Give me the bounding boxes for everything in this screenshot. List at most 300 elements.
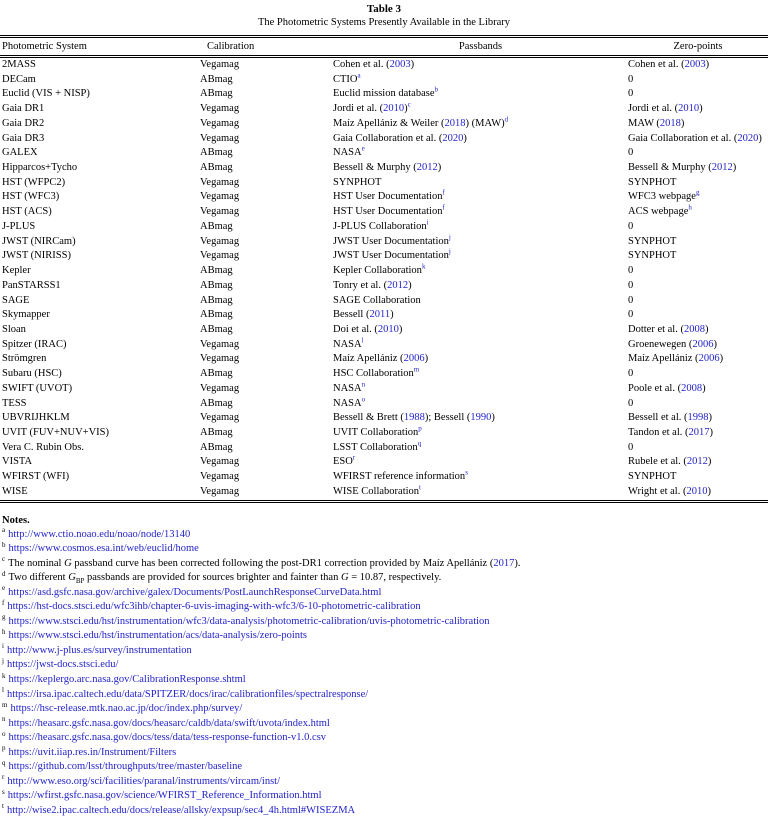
cell-passbands (333, 117, 628, 132)
url-link[interactable]: http://www.ctio.noao.edu/noao/node/13140 (8, 528, 191, 540)
text-segment: NASA (333, 382, 362, 394)
table-row (0, 102, 768, 117)
cell-passbands (333, 352, 628, 367)
text-segment: SAGE Collaboration (333, 294, 421, 306)
text-segment: 0 (628, 368, 634, 380)
citation-year-link[interactable]: 2012 (416, 162, 438, 174)
cell-photometric-system (0, 397, 198, 412)
table-row (0, 249, 768, 264)
text-segment: JWST (NIRCam) (2, 235, 76, 247)
cell-zero-points (628, 190, 768, 205)
text-segment: ) (702, 382, 706, 394)
text-segment: Gaia DR3 (2, 132, 45, 144)
note-marker: j (2, 656, 4, 665)
footnote-ref[interactable]: j (448, 233, 451, 242)
cell-photometric-system (0, 323, 198, 338)
text-segment: ) (707, 485, 711, 497)
table-body (0, 58, 768, 500)
notes-section (0, 514, 768, 819)
note-marker: k (2, 671, 6, 680)
text-segment: Kepler (2, 265, 31, 277)
text-segment: Vegamag (200, 456, 240, 468)
cell-passbands (333, 190, 628, 205)
note-marker: f (2, 598, 5, 607)
cell-photometric-system (0, 411, 198, 426)
url-link[interactable]: https://jwst-docs.stsci.edu/ (6, 659, 119, 671)
text-segment: Vegamag (200, 471, 240, 483)
text-segment: G (340, 572, 349, 584)
text-segment: Gaia Collaboration et al. ( (333, 132, 443, 144)
text-segment: = 10.87, respectively. (348, 572, 442, 584)
table-row (0, 367, 768, 382)
cell-zero-points (628, 441, 768, 456)
text-segment: ) (719, 353, 724, 365)
cell-passbands (333, 397, 628, 412)
text-segment: Rubele et al. ( (628, 456, 687, 468)
footnote-ref[interactable]: o (361, 395, 366, 404)
text-segment: ABmag (200, 397, 233, 409)
url-link[interactable]: https://www.cosmos.esa.int/web/euclid/home (8, 543, 199, 555)
text-segment: Wright et al. ( (628, 485, 687, 497)
cell-passbands (333, 485, 628, 500)
text-segment: UVIT (FUV+NUV+VIS) (2, 426, 110, 438)
text-segment: ) (437, 162, 442, 174)
cell-calibration (198, 485, 333, 500)
cell-passbands (333, 249, 628, 264)
table-row (0, 176, 768, 191)
cell-zero-points (628, 58, 768, 73)
text-segment: ) (713, 338, 717, 350)
url-link[interactable]: http://www.eso.org/sci/facilities/paranal/instruments/vircam/inst/ (7, 775, 281, 787)
text-segment: Bessell & Murphy ( (628, 162, 712, 174)
citation-year-link[interactable]: 2012 (711, 162, 733, 174)
table-row (0, 382, 768, 397)
table-row (0, 352, 768, 367)
bottom-rule (0, 500, 768, 503)
text-segment: ABmag (200, 162, 233, 174)
citation-year-link[interactable]: 1988 (403, 412, 425, 424)
cell-zero-points (628, 411, 768, 426)
footnote-ref[interactable]: a (357, 71, 361, 80)
footnote-ref[interactable]: f (442, 188, 445, 197)
text-segment: Vegamag (200, 485, 240, 497)
text-segment: Kepler Collaboration (333, 265, 422, 277)
citation-year-link[interactable]: 1990 (470, 412, 492, 424)
table-row (0, 235, 768, 250)
footnote-ref[interactable]: j (448, 247, 451, 256)
table-row (0, 455, 768, 470)
text-segment: CTIO (333, 73, 358, 85)
note-item (2, 760, 768, 775)
url-link[interactable]: https://hst-docs.stsci.edu/wfc3ihb/chapter-6-uvis-imaging-with-wfc3/6-10-photometric-calibration (7, 601, 421, 613)
footnote-ref[interactable]: f (442, 203, 445, 212)
text-segment: Spitzer (IRAC) (2, 338, 67, 350)
cell-calibration (198, 338, 333, 353)
text-segment: Vegamag (200, 176, 240, 188)
text-segment: J-PLUS (2, 220, 36, 232)
text-segment: ABmag (200, 294, 233, 306)
note-item (2, 615, 768, 630)
cell-zero-points (628, 338, 768, 353)
footnote-ref[interactable]: c (407, 100, 411, 109)
text-segment: 0 (628, 220, 634, 232)
footnote-ref[interactable]: e (361, 144, 365, 153)
url-link[interactable]: https://irsa.ipac.caltech.edu/data/SPITZER/docs/irac/calibrationfiles/spectralresponse/ (6, 688, 369, 700)
table-row (0, 441, 768, 456)
cell-zero-points (628, 87, 768, 102)
note-item (2, 658, 768, 673)
cell-photometric-system (0, 485, 198, 500)
note-marker: o (2, 729, 6, 738)
note-item (2, 557, 768, 572)
text-segment: ) (680, 117, 685, 129)
table-row (0, 146, 768, 161)
text-segment: 0 (628, 73, 634, 85)
note-item (2, 571, 768, 586)
cell-calibration (198, 352, 333, 367)
text-segment: Vegamag (200, 103, 240, 115)
text-segment: ); Bessell ( (424, 412, 471, 424)
url-link[interactable]: https://heasarc.gsfc.nasa.gov/docs/heasarc/caldb/data/swift/uvota/index.html (8, 717, 330, 729)
text-segment: ) (491, 412, 495, 424)
table-row (0, 87, 768, 102)
cell-photometric-system (0, 132, 198, 147)
text-segment: Tandon et al. ( (628, 426, 689, 438)
note-item (2, 673, 768, 688)
text-segment: Euclid (VIS + NISP) (2, 88, 90, 100)
text-segment: ) (704, 323, 709, 335)
header-row (0, 38, 768, 55)
note-marker: m (2, 700, 8, 709)
cell-zero-points (628, 161, 768, 176)
cell-passbands (333, 323, 628, 338)
cell-photometric-system (0, 426, 198, 441)
cell-zero-points (628, 397, 768, 412)
url-link[interactable]: https://github.com/lsst/throughputs/tree/master/baseline (8, 761, 243, 773)
text-segment: The nominal (8, 557, 65, 569)
text-segment: ) (732, 162, 737, 174)
note-item (2, 600, 768, 615)
cell-passbands (333, 338, 628, 353)
cell-zero-points (628, 205, 768, 220)
text-segment: Vegamag (200, 338, 240, 350)
cell-passbands (333, 205, 628, 220)
footnote-ref[interactable]: h (688, 203, 692, 212)
cell-zero-points (628, 220, 768, 235)
cell-photometric-system (0, 352, 198, 367)
cell-passbands (333, 235, 628, 250)
table-row (0, 426, 768, 441)
cell-calibration (198, 190, 333, 205)
text-segment: Vegamag (200, 191, 240, 203)
cell-calibration (198, 367, 333, 382)
text-segment: MAW ( (628, 117, 660, 129)
note-item (2, 688, 768, 703)
text-segment: JWST User Documentation (333, 250, 449, 262)
table-row (0, 338, 768, 353)
cell-photometric-system (0, 87, 198, 102)
note-marker: e (2, 584, 6, 593)
footnote-ref[interactable]: n (361, 380, 366, 389)
cell-zero-points (628, 426, 768, 441)
table-row (0, 470, 768, 485)
cell-photometric-system (0, 338, 198, 353)
text-segment: HST (WFPC2) (2, 176, 66, 188)
footnote-ref[interactable]: r (352, 453, 356, 462)
text-segment: Vegamag (200, 132, 240, 144)
text-segment: ABmag (200, 426, 233, 438)
url-link[interactable]: 2017 (493, 557, 515, 569)
table-row (0, 411, 768, 426)
text-segment: WISE Collaboration (333, 485, 420, 497)
text-segment: JWST (NIRISS) (2, 250, 71, 262)
citation-year-link[interactable]: 2008 (683, 323, 705, 335)
cell-zero-points (628, 367, 768, 382)
url-link[interactable]: https://wfirst.gsfc.nasa.gov/science/WFIRST_Reference_Information.html (7, 790, 322, 802)
cell-passbands (333, 308, 628, 323)
url-link[interactable]: https://www.stsci.edu/hst/instrumentation/acs/data-analysis/zero-points (8, 630, 308, 642)
footnote-ref[interactable]: i (426, 218, 429, 227)
cell-photometric-system (0, 294, 198, 309)
cell-calibration (198, 58, 333, 73)
text-segment: Vegamag (200, 59, 240, 70)
text-segment: ABmag (200, 279, 233, 291)
text-segment: Jordi et al. ( (628, 103, 679, 115)
footnote-ref[interactable]: k (421, 262, 426, 271)
cell-passbands (333, 455, 628, 470)
cell-photometric-system (0, 470, 198, 485)
table-row (0, 279, 768, 294)
cell-passbands (333, 132, 628, 147)
text-segment: passbands are provided for sources brighter and fainter than (84, 572, 341, 584)
cell-calibration (198, 249, 333, 264)
text-segment: Bessell ( (333, 309, 370, 321)
cell-calibration (198, 411, 333, 426)
citation-year-link[interactable]: 2010 (383, 103, 405, 115)
footnote-ref[interactable]: l (361, 336, 364, 345)
column-header-passbands: Passbands (458, 41, 503, 52)
citation-year-link[interactable]: 1998 (687, 412, 709, 424)
citation-year-link[interactable]: 2010 (377, 323, 399, 335)
note-item (2, 731, 768, 746)
citation-year-link[interactable]: 2010 (686, 485, 708, 497)
text-segment: Vera C. Rubin Obs. (2, 441, 84, 453)
cell-zero-points (628, 146, 768, 161)
text-segment: ) (408, 279, 412, 291)
table-row (0, 190, 768, 205)
citation-year-link[interactable]: 2011 (369, 309, 391, 321)
citation-year-link[interactable]: 2018 (444, 117, 466, 129)
citation-year-link[interactable]: 2006 (698, 353, 720, 365)
note-item (2, 717, 768, 732)
citation-year-link[interactable]: 2020 (737, 132, 759, 144)
citation-year-link[interactable]: 2018 (659, 117, 681, 129)
note-marker: n (2, 715, 6, 724)
text-segment: Vegamag (200, 250, 240, 262)
cell-zero-points (628, 308, 768, 323)
cell-passbands (333, 426, 628, 441)
footnote-ref[interactable]: s (465, 468, 468, 477)
cell-passbands (333, 161, 628, 176)
cell-photometric-system (0, 205, 198, 220)
text-segment: ) (404, 103, 408, 115)
table-row (0, 220, 768, 235)
cell-passbands (333, 87, 628, 102)
table-row (0, 58, 768, 73)
cell-zero-points (628, 279, 768, 294)
column-header-zero-points: Zero-points (673, 41, 723, 52)
text-segment: ABmag (200, 309, 233, 321)
citation-year-link[interactable]: 2003 (389, 59, 411, 70)
footnote-ref[interactable]: m (413, 365, 420, 374)
citation-year-link[interactable]: 2010 (678, 103, 700, 115)
text-segment: ) (705, 59, 710, 70)
cell-zero-points (628, 323, 768, 338)
table-row (0, 117, 768, 132)
table-row (0, 161, 768, 176)
cell-calibration (198, 308, 333, 323)
text-segment: 0 (628, 88, 634, 100)
text-segment: NASA (333, 147, 362, 159)
url-link[interactable]: https://heasarc.gsfc.nasa.gov/docs/tess/data/tess-response-function-v1.0.csv (8, 732, 327, 744)
text-segment: 0 (628, 294, 634, 306)
column-header-photometric-system: Photometric System (2, 41, 87, 52)
cell-photometric-system (0, 220, 198, 235)
note-item (2, 746, 768, 761)
cell-calibration (198, 455, 333, 470)
text-segment: NASA (333, 397, 362, 409)
cell-passbands (333, 367, 628, 382)
cell-calibration (198, 220, 333, 235)
cell-calibration (198, 117, 333, 132)
text-segment: ABmag (200, 88, 233, 100)
cell-zero-points (628, 117, 768, 132)
cell-calibration (198, 397, 333, 412)
citation-year-link[interactable]: 2006 (692, 338, 714, 350)
note-marker: r (2, 773, 5, 782)
cell-photometric-system (0, 455, 198, 470)
cell-photometric-system (0, 58, 198, 73)
text-segment: Gaia DR2 (2, 117, 45, 129)
url-link[interactable]: http://www.j-plus.es/survey/instrumentation (6, 644, 192, 656)
cell-calibration (198, 441, 333, 456)
table-row (0, 264, 768, 279)
text-segment: Subaru (HSC) (2, 368, 62, 380)
text-segment: 0 (628, 397, 634, 409)
note-item (2, 542, 768, 557)
table-row (0, 308, 768, 323)
note-marker: p (2, 744, 6, 753)
cell-calibration (198, 87, 333, 102)
text-segment: Maíz Apellániz ( (628, 353, 699, 365)
note-marker: i (2, 642, 4, 651)
url-link[interactable]: https://www.stsci.edu/hst/instrumentation/wfc3/data-analysis/photometric-calibration/uvis-photometric-calibration (8, 615, 490, 627)
table-row (0, 294, 768, 309)
table-row (0, 323, 768, 338)
text-segment: J-PLUS Collaboration (333, 220, 427, 232)
cell-photometric-system (0, 161, 198, 176)
note-marker: l (2, 686, 4, 695)
note-marker: g (2, 613, 6, 622)
citation-year-link[interactable]: 2006 (403, 353, 425, 365)
url-link[interactable]: https://hsc-release.mtk.nao.ac.jp/doc/index.php/survey/ (10, 703, 243, 715)
note-item (2, 528, 768, 543)
text-segment: ABmag (200, 265, 233, 277)
text-segment: TESS (2, 397, 27, 409)
text-segment: GALEX (2, 147, 38, 159)
cell-photometric-system (0, 279, 198, 294)
url-link[interactable]: https://uvit.iiap.res.in/Instrument/Filters (8, 746, 177, 758)
cell-calibration (198, 205, 333, 220)
footnote-ref[interactable]: t (419, 483, 421, 492)
text-segment: Hipparcos+Tycho (2, 162, 78, 174)
text-segment: Bessell & Murphy ( (333, 162, 417, 174)
cell-passbands (333, 176, 628, 191)
note-marker: h (2, 627, 6, 636)
url-link[interactable]: http://wise2.ipac.caltech.edu/docs/release/allsky/expsup/sec4_4h.html#WISEZMA (6, 804, 356, 816)
cell-zero-points (628, 235, 768, 250)
text-segment: SYNPHOT (628, 176, 677, 188)
notes-list (2, 528, 768, 819)
cell-calibration (198, 323, 333, 338)
cell-zero-points (628, 485, 768, 500)
text-segment: HST (WFC3) (2, 191, 60, 203)
cell-passbands (333, 279, 628, 294)
citation-year-link[interactable]: 2020 (442, 132, 464, 144)
citation-year-link[interactable]: 2017 (688, 426, 710, 438)
text-segment: G (68, 572, 76, 584)
text-segment: ) (390, 309, 394, 321)
url-link[interactable]: https://asd.gsfc.nasa.gov/archive/galex/Documents/PostLaunchResponseCurveData.html (8, 586, 382, 598)
note-item (2, 702, 768, 717)
text-segment: ) (398, 323, 403, 335)
note-item (2, 804, 768, 819)
note-item (2, 789, 768, 804)
text-segment: Skymapper (2, 309, 50, 321)
citation-year-link[interactable]: 2008 (681, 382, 703, 394)
text-segment: ABmag (200, 147, 233, 159)
text-segment: Vegamag (200, 206, 240, 218)
cell-zero-points (628, 470, 768, 485)
text-segment: ) (MAW) (465, 117, 505, 129)
text-segment: ESO (333, 456, 353, 468)
footnote-ref[interactable]: g (695, 188, 700, 197)
footnote-ref[interactable]: q (417, 439, 422, 448)
citation-year-link[interactable]: 2012 (387, 279, 409, 291)
text-segment: Vegamag (200, 117, 240, 129)
cell-zero-points (628, 73, 768, 88)
footnote-ref[interactable]: d (504, 115, 509, 124)
footnote-ref[interactable]: b (434, 85, 438, 94)
text-segment: ) (699, 103, 703, 115)
footnote-ref[interactable]: p (418, 424, 422, 433)
note-item (2, 629, 768, 644)
text-segment: PanSTARSS1 (2, 279, 61, 291)
table-row (0, 397, 768, 412)
text-segment: HST User Documentation (333, 206, 443, 218)
url-link[interactable]: https://keplergo.arc.nasa.gov/CalibrationResponse.shtml (8, 674, 246, 686)
citation-year-link[interactable]: 2003 (684, 59, 706, 70)
cell-photometric-system (0, 117, 198, 132)
citation-year-link[interactable]: 2012 (686, 456, 708, 468)
text-segment: WFIRST reference information (333, 471, 466, 483)
cell-zero-points (628, 249, 768, 264)
table-title: The Photometric Systems Presently Available in the Library (257, 17, 511, 28)
cell-photometric-system (0, 308, 198, 323)
text-segment: BP (75, 577, 85, 586)
text-segment: Vegamag (200, 382, 240, 394)
text-segment: 0 (628, 265, 634, 277)
